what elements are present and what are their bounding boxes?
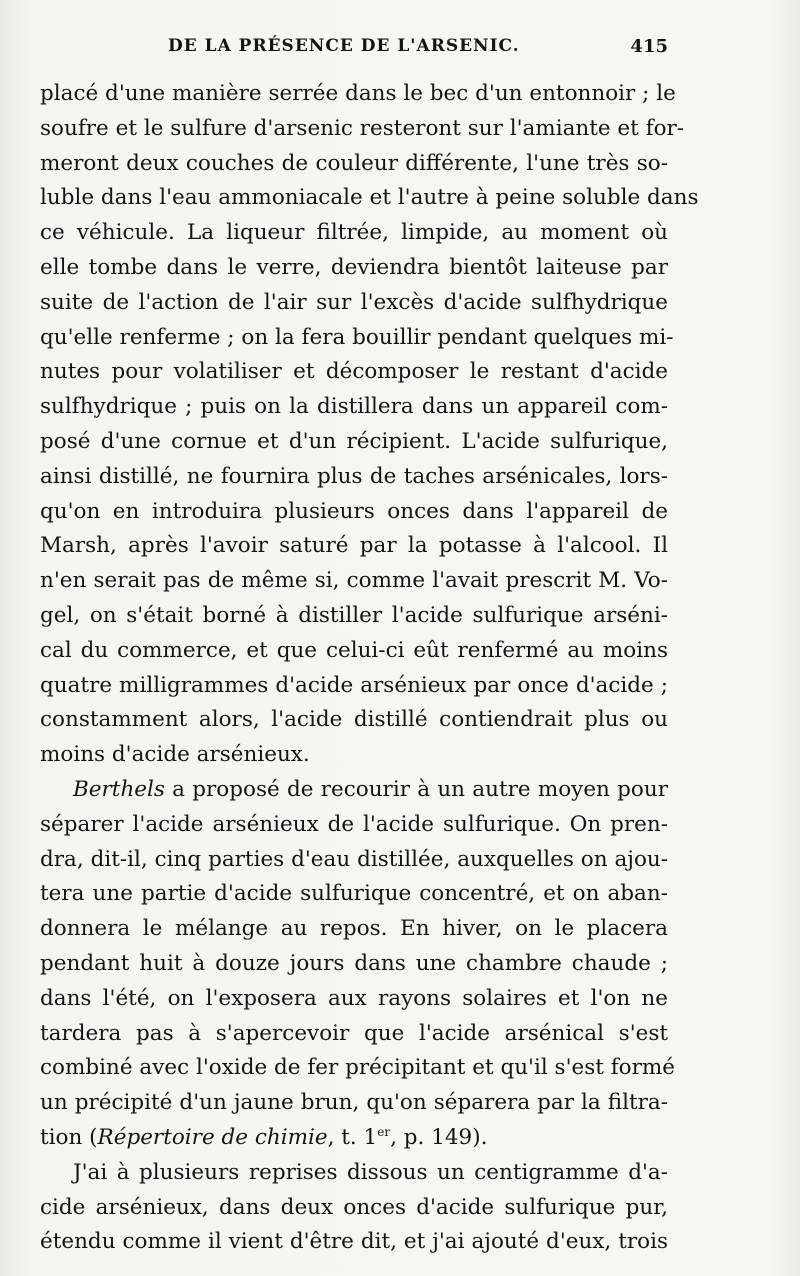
text-line: nutes pour volatiliser et décomposer le restant d'acide (40, 359, 668, 385)
text-line: dra, dit-il, cinq parties d'eau distillée, auxquelles on ajou- (40, 846, 668, 872)
body-text (40, 77, 699, 1260)
text-line: étendu comme il vient d'être dit, et j'ai ajouté d'eux, trois (40, 1229, 668, 1255)
text-line: séparer l'acide arsénieux de l'acide sulfurique. On pren- (40, 811, 668, 837)
text-line: moins d'acide arsénieux. (40, 742, 310, 768)
text-line: ce véhicule. La liqueur filtrée, limpide, au moment où (40, 220, 668, 246)
running-title: DE LA PRÉSENCE DE L'ARSENIC. (168, 36, 520, 56)
text-line: J'ai à plusieurs reprises dissous un centigramme d'a- (73, 1159, 668, 1185)
page-number: 415 (630, 36, 668, 57)
text-fragment: tion ( (40, 1124, 98, 1150)
text-line: pendant huit à douze jours dans une chambre chaude ; (40, 950, 668, 976)
text-fragment: , p. 149). (390, 1124, 488, 1150)
text-line: luble dans l'eau ammoniacale et l'autre à peine soluble dans (40, 185, 699, 211)
text-line: meront deux couches de couleur différente, l'une très so- (40, 150, 668, 176)
text-line: combiné avec l'oxide de fer précipitant et qu'il s'est formé (40, 1055, 676, 1081)
ordinal-suffix: er (377, 1124, 391, 1139)
text-line: cide arsénieux, dans deux onces d'acide sulfurique pur, (40, 1194, 668, 1220)
text-line (40, 1121, 668, 1156)
page-header (40, 30, 668, 70)
author-name: Berthels (73, 776, 165, 802)
text-line: Marsh, après l'avoir saturé par la potasse à l'alcool. Il (40, 533, 668, 559)
text-line: tardera pas à s'apercevoir que l'acide arsénical s'est (40, 1020, 668, 1046)
text-line: cal du commerce, et que celui-ci eût renfermé au moins (40, 637, 668, 663)
text-line: posé d'une cornue et d'un récipient. L'acide sulfurique, (40, 428, 668, 454)
text-line: ainsi distillé, ne fournira plus de taches arsénicales, lors- (40, 463, 668, 489)
text-line: qu'elle renferme ; on la fera bouillir pendant quelques mi- (40, 324, 674, 350)
text-line: gel, on s'était borné à distiller l'acide sulfurique arséni- (40, 602, 668, 628)
text-line (40, 773, 668, 808)
text-line: qu'on en introduira plusieurs onces dans l'appareil de (40, 498, 668, 524)
text-fragment: a proposé de recourir à un autre moyen pour (164, 776, 668, 802)
text-line: n'en serait pas de même si, comme l'avait prescrit M. Vo- (40, 568, 668, 594)
text-line: sulfhydrique ; puis on la distillera dans un appareil com- (40, 394, 668, 420)
text-fragment: , t. 1 (327, 1124, 378, 1150)
paragraph-2 (40, 773, 676, 1156)
text-line: elle tombe dans le verre, deviendra bientôt laiteuse par (40, 254, 668, 280)
text-line: un précipité d'un jaune brun, qu'on séparera par la filtra- (40, 1090, 668, 1116)
text-line: dans l'été, on l'exposera aux rayons solaires et l'on ne (40, 985, 668, 1011)
text-line: donnera le mélange au repos. En hiver, on le placera (40, 916, 668, 942)
citation-title: Répertoire de chimie (97, 1124, 328, 1150)
text-line: tera une partie d'acide sulfurique concentré, et on aban- (40, 881, 668, 907)
paragraph-3 (40, 1156, 668, 1260)
text-line: quatre milligrammes d'acide arsénieux par once d'acide ; (40, 672, 668, 698)
text-line: placé d'une manière serrée dans le bec d'un entonnoir ; le (40, 81, 676, 106)
text-line: soufre et le sulfure d'arsenic resteront sur l'amiante et for- (40, 115, 685, 141)
text-line: suite de l'action de l'air sur l'excès d'acide sulfhydrique (40, 289, 668, 315)
text-line: constamment alors, l'acide distillé contiendrait plus ou (40, 707, 668, 733)
paragraph-1 (40, 77, 699, 773)
